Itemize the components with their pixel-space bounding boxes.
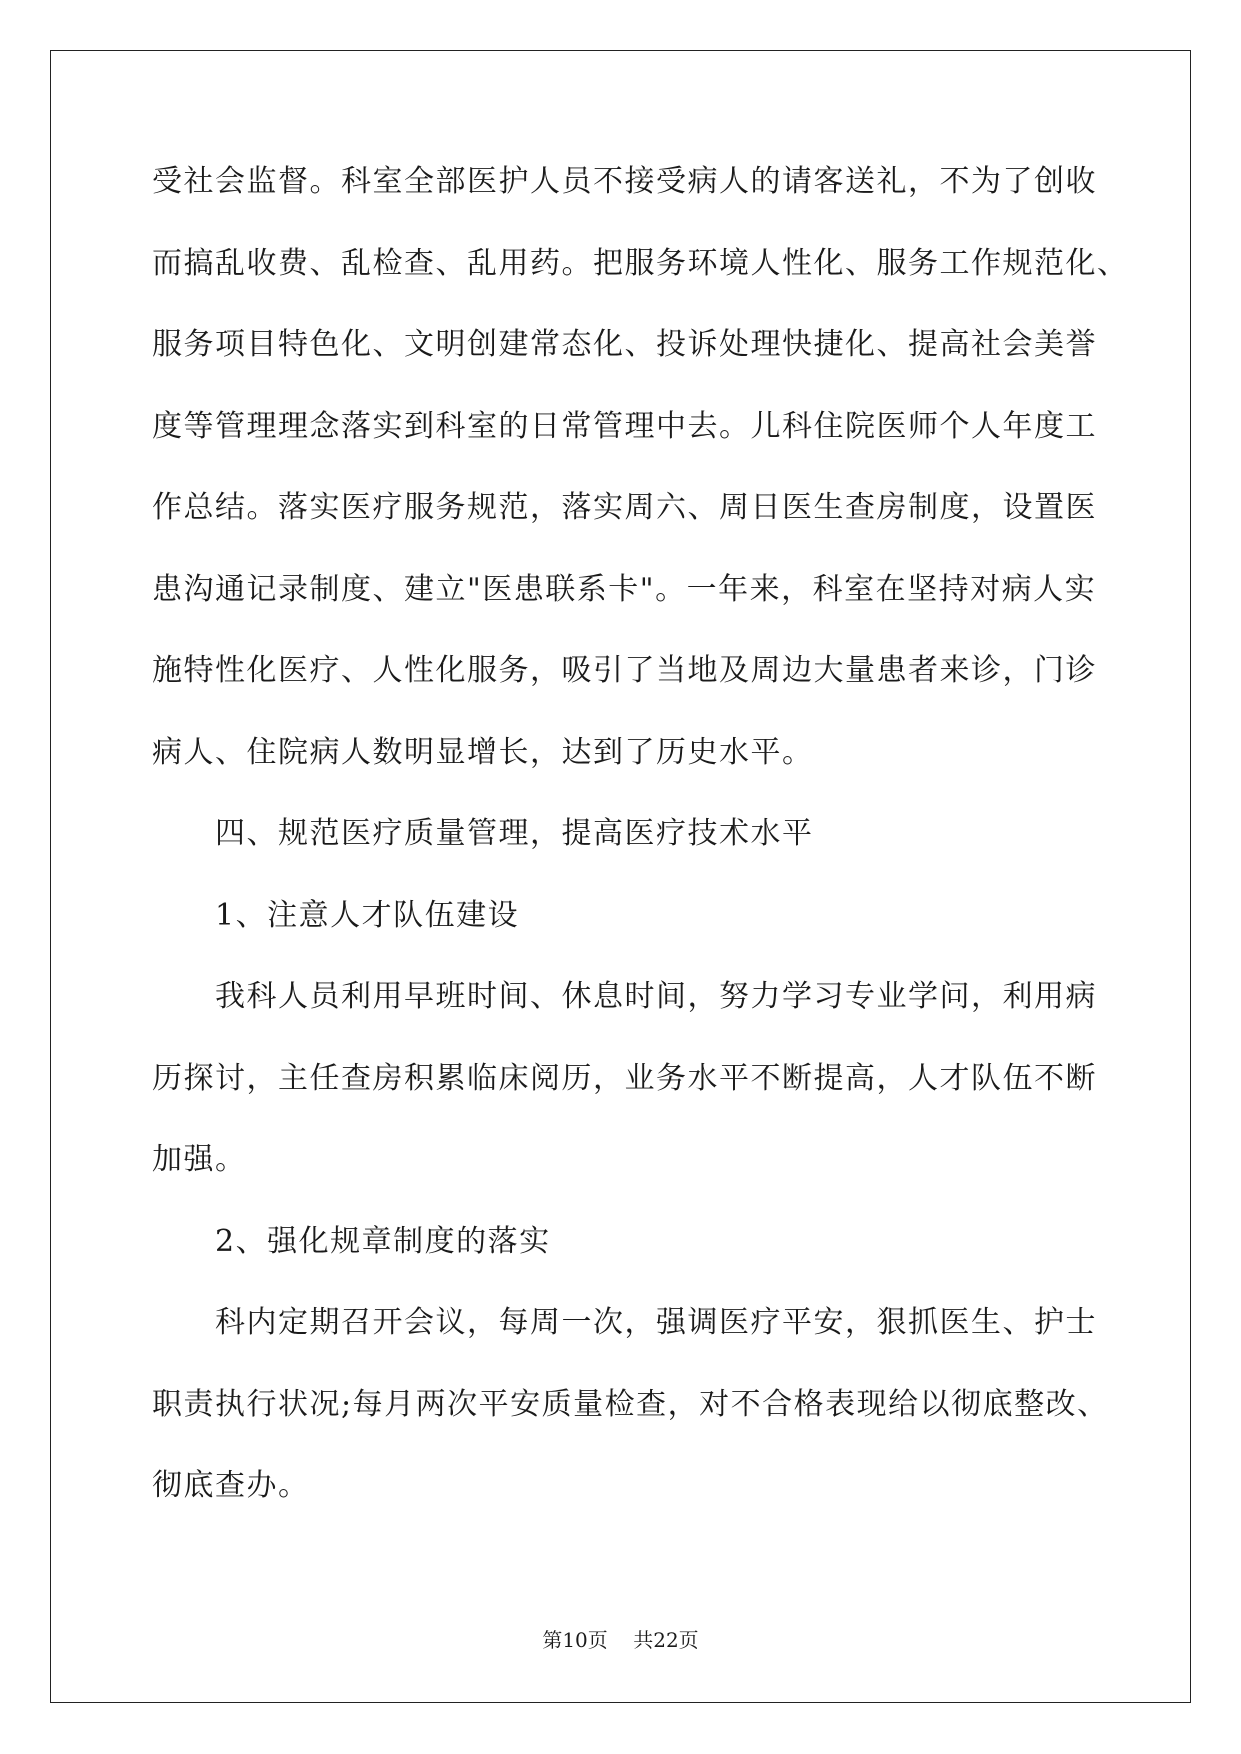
text-line: 施特性化医疗、人性化服务，吸引了当地及周边大量患者来诊，门诊 xyxy=(152,653,1097,688)
text-line: 彻底查办。 xyxy=(152,1468,310,1503)
document-body xyxy=(152,162,1129,1548)
page-total: 共22页 xyxy=(633,1628,699,1652)
text-line: 度等管理理念落实到科室的日常管理中去。儿科住院医师个人年度工 xyxy=(152,408,1097,444)
text-line: 职责执行状况;每月两次平安质量检查，对不合格表现给以彻底整改、 xyxy=(152,1386,1109,1422)
text-line: 患沟通记录制度、建立"医患联系卡"。一年来，科室在坚持对病人实 xyxy=(152,571,1097,607)
text-line: 1、注意人才队伍建设 xyxy=(215,897,520,933)
text-line: 2、强化规章制度的落实 xyxy=(215,1223,551,1259)
page-number: 第10页 xyxy=(542,1628,608,1652)
page-footer xyxy=(0,1628,1241,1652)
text-line: 科内定期召开会议，每周一次，强调医疗平安，狠抓医生、护士 xyxy=(215,1305,1097,1340)
text-line: 病人、住院病人数明显增长，达到了历史水平。 xyxy=(152,734,814,770)
text-line: 而搞乱收费、乱检查、乱用药。把服务环境人性化、服务工作规范化、 xyxy=(152,245,1129,281)
text-line: 服务项目特色化、文明创建常态化、投诉处理快捷化、提高社会美誉 xyxy=(152,327,1097,362)
text-line: 加强。 xyxy=(152,1142,247,1177)
text-line: 历探讨，主任查房积累临床阅历，业务水平不断提高，人才队伍不断 xyxy=(152,1060,1097,1096)
text-line: 四、规范医疗质量管理，提高医疗技术水平 xyxy=(215,816,814,851)
text-line: 我科人员利用早班时间、休息时间，努力学习专业学问，利用病 xyxy=(215,979,1097,1014)
text-line: 作总结。落实医疗服务规范，落实周六、周日医生查房制度，设置医 xyxy=(152,490,1097,525)
text-line: 受社会监督。科室全部医护人员不接受病人的请客送礼，不为了创收 xyxy=(152,164,1097,199)
